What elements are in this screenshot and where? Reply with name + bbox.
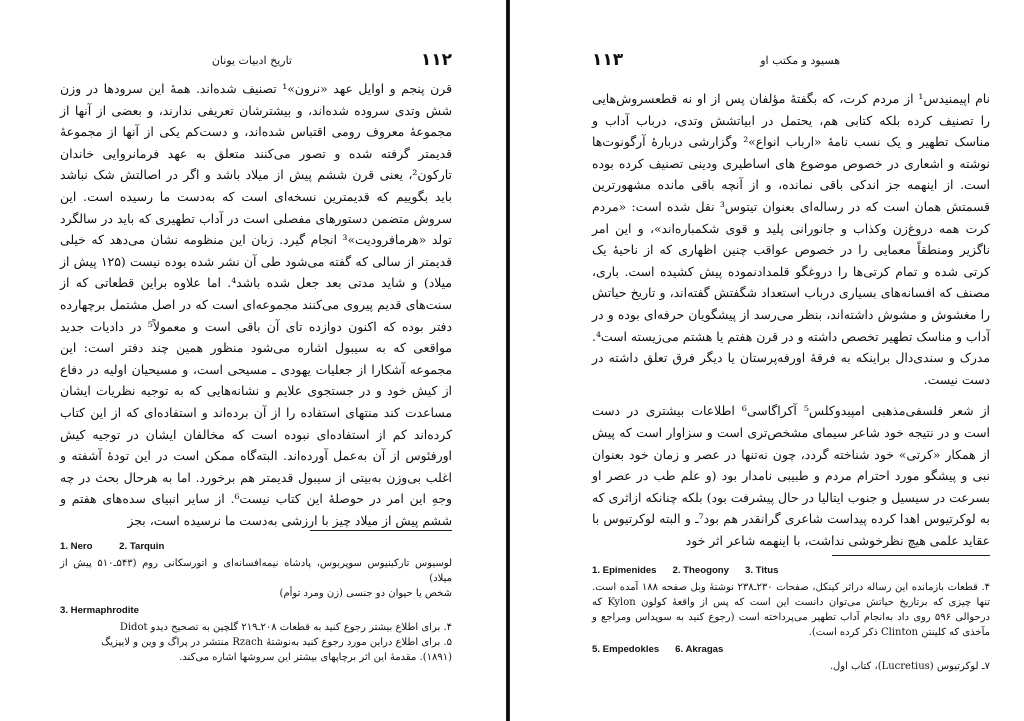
body-text [60,78,452,531]
footnote-latin-terms: 1. Epimenides 2. Theogony 3. Titus [592,565,779,576]
body-text [592,88,990,551]
footnote-line: ۴. قطعات بازمانده این رساله دراثر کینکل، صفحات ۲۳۰ـ۲۳۸ نوشتهٔ وبل صفحه ۱۸۸ آمده است. تنها چیزی که برتاریخ حیاتش می‌توان دانست این است که پس از واقعهٔ کولون Kylon که درحوالی ۵۹۶ روی داد به‌انجام آداب تطهیر می‌پرداخته است (رجوع کنید به سوپداس ومراجع و مآخذی که کلینتن Clinton ذکر کرده است). [592,582,991,638]
left-page [60,0,452,721]
running-head: تاریخ ادبیات یونان [211,54,292,67]
footnote-rule [310,530,452,531]
footnote-latin-terms: 5. Empedokles 6. Akragas [592,644,724,655]
footnote-rule [832,555,990,556]
running-head: هسیود و مکتب او [760,54,840,67]
footnote-line: (۱۸۹۱). مقدمهٔ این اثر برچاپهای بیشتر این سروشها اشاره می‌کند. [179,652,452,663]
page-header [592,50,990,74]
footnote-line: ۷ـ لوکرتیوس (Lucretius)، کتاب اول. [829,661,990,672]
footnote-latin-terms: 1. Nero 2. Tarquin [60,541,165,552]
page-header [60,50,452,74]
footnote-line: لوسیوس تارکینیوس سوپربوس، پادشاه نیمه‌افسانه‌ای و اتورسکانی روم (۵۴۳ـ۵۱۰ پیش از میلاد) [60,558,453,584]
footnote-line: ۴. برای اطلاع بیشتر رجوع کنید به قطعات ۲۰۸ـ۲۱۹ گلچین به تصحیح دیدو Didot [119,622,452,633]
paragraph: قرن پنجم و اوایل عهد «نرون»¹ تصنیف شده‌اند. همهٔ این سرودها در وزن شش وتدی سروده شده‌اند، و بیشترشان تعریفی ندارند، و بعضی از آنها از مجموعهٔ معروف رومی اقتباس شده‌اند، و دست‌کم یکی از آنها از مجموعهٔ قدیمتر گرفته شده و تصور می‌کنند متعلق به عهد فرمانروایی خاندان تارکون²، یعنی قرن ششم پیش از میلاد باشد و اگر در اصالتش شک نباشد باید بگوییم که قدیمترین نسخه‌ای است که به‌دست ما رسیده است. این سروش متضمن دستورهای مفصلی است در آداب تطهیری که باید در سالگرد تولد «هرمافرودیت»³ انجام گیرد. زبان این منظومه نشان می‌دهد که خیلی قدیمتر از سالی که گفته می‌شود طی آن نشر شده بوده نیست (۱۲۵ پیش از میلاد) و شاید مدتی بعد جعل شده باشد⁴. اما علاوه براین قطعاتی که از سنت‌های قدیم پیروی می‌کنند مجموعه‌ای است که در اصل مشتمل برچهارده دفتر بوده که اکنون دوازده تای آن باقی است و معمولاً⁵ در دادیات جدید مواقعی که به سیبول اشاره می‌شود منظور همین چند دفتر است: این مجموعه آشکارا از جعلیات یهودی ـ مسیحی است، و مسیحیان اولیه در دفاع از کیش خود و در جستجوی علایم و نشانه‌هایی که به توجیه نظریات ایشان مساعدت کند منتهای استفاده را از آن برده‌اند و استفاده‌ای که از این کتاب کرده‌اند کم از استفاده‌ای نبوده است که مخالفان ایشان در توجیه کیش اورفئوس از آن به‌عمل آورده‌اند. البته‌گاه ممکن است در این تودهٔ آشفته و اغلب بی‌وزن به‌بیتی از سیبول قدیمتر هم برخورد. اما به هرحال بحث در چه وجهِ این امر در حوصلهٔ این کتاب نیست⁶. از سایر انبیای سده‌های هفتم و ششم پیش از میلاد چیز با ارزشی به‌دست ما نرسیده است، بجز [60,81,452,528]
book-gutter [506,0,510,721]
footnotes [60,537,452,665]
footnote-line: ۵. برای اطلاع دراین مورد رجوع کنید به‌نوشتهٔ Rzach منتشر در پراگ و وین و لایپزیگ [101,637,452,648]
footnote-line: شخص یا حیوان دو جنسی (زن ومرد توأم) [279,588,452,599]
paragraph: نام اپیمنیدس¹ از مردم کرت، که بگفتهٔ مؤلفان پس از او نه قطعسروش‌هایی را تصنیف کرده بلکه کتابی هم، یحتمل در ابیاتشش وتدی، درباب آداب و مناسک تطهیر و یک نسب نامهٔ «ارباب انواع»² وگزارشی دربارهٔ آرگونوت‌ها نوشته و اشعاری در خصوص موضوع های اساطیری ودینی تصنیف کرده بوده است. از اینهمه جز اندکی باقی نمانده، و از آنچه باقی مانده مشهورترین قسمتش همان است که در رساله‌ای بعنوان تیتوس³ نقل شده است: «مردم کرت همه دروغ‌زن وکذاب و جانورانی پلید و قوی شکمباره‌اند»، و این امر ناگزیر ومنطقاً معمایی را در خصوص عواقب چنین اظهاری که از ناحیهٔ یک کرتی شده و تمام کرتی‌ها را دروغگو قلمدادنموده پیش کشیده است. باری، مصنف که افسانه‌های بسیاری درباب استعداد شگفتش گفته‌اند، و تاریخ حیاتش را مغشوش و مشوش داشته‌اند، بنظر می‌رسد از پیشگویان حرفه‌ای بوده و در آداب و مناسک تطهیر تخصص داشته و در قرن هفتم یا هشتم می‌زیسته است⁴. مدرک و سندی‌دال براینکه به فرقهٔ اورفه‌پرستان یا دیگر فرق تعلق داشته در دست نیست. [592,91,990,387]
right-page [592,0,990,721]
footnote-latin-terms: 3. Hermaphrodite [60,605,139,616]
footnotes [592,561,990,674]
paragraph: از شعر فلسفی‌مذهبی امپیدوکلس⁵ آکراگاسی⁶ اطلاعات بیشتری در دست است و در نتیجه خود شاعر سیمای مشخص‌تری است و سزاوار است که پیش از همکار «کرتی» خود شناخته گردد، چون نه‌تنها در عصر و زمان خود بعنوان نبی و پیشگو مورد احترام مردم و طبیبی نامدار بود (و علم طب در عصر او بسرعت در سیسیل و جنوب ایتالیا در حال پیشرفت بود) بلکه چنانکه ازاثری که به لوکرتیوس اهدا کرده پیداست شاعری گرانقدر هم بود⁷ـ و البته لوکرتیوس با عقاید علمی هیچ نظرخوشی نداشت، با اینهمه شاعر اثر خود [592,403,990,548]
page-number: ۱۱۲ [420,50,452,70]
page-number: ۱۱۳ [592,50,624,70]
